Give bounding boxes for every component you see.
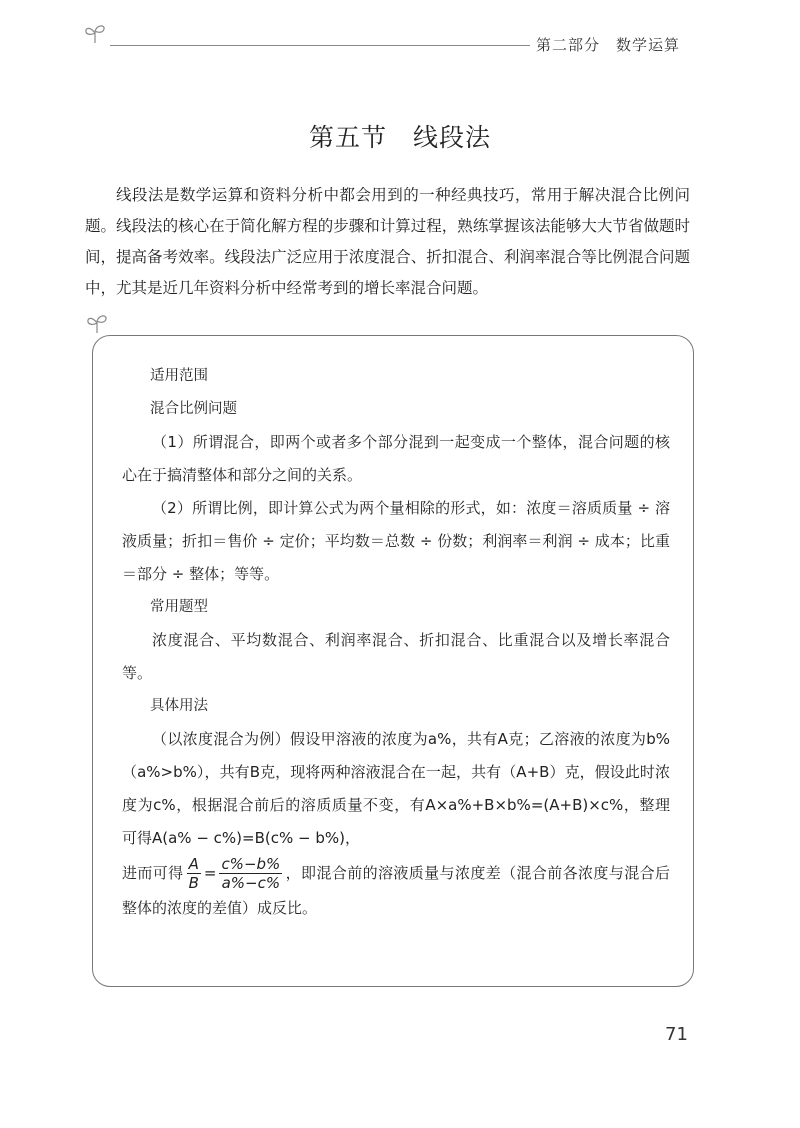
equals-sign: = bbox=[203, 864, 217, 882]
sprout-icon bbox=[84, 312, 110, 334]
fraction-numerator: A bbox=[187, 855, 201, 874]
box-heading-scope: 适用范围 bbox=[150, 368, 208, 384]
summary-box-content bbox=[122, 360, 670, 925]
box-paragraph-2: （2）所谓比例，即计算公式为两个量相除的形式，如：浓度＝溶质质量 ÷ 溶液质量；折扣＝售价 ÷ 定价；平均数＝总数 ÷ 份数；利润率＝利润 ÷ 成本；比重＝部分 ÷ 整体；等等。 bbox=[122, 499, 670, 583]
header-rule bbox=[110, 45, 530, 46]
fraction-denominator: a%−c% bbox=[221, 874, 281, 892]
box-paragraph-3: 浓度混合、平均数混合、利润率混合、折扣混合、比重混合以及增长率混合等。 bbox=[122, 631, 670, 682]
header-section-label: 第二部分 数学运算 bbox=[536, 36, 681, 54]
section-title: 第五节 线段法 bbox=[308, 123, 491, 152]
fraction-numerator: c%−b% bbox=[221, 855, 281, 873]
formula-suffix: ，即混合前的溶液质量与浓度差（混合前各浓度与混合后整体的浓度的差值）成反比。 bbox=[122, 864, 670, 917]
box-paragraph-4: （以浓度混合为例）假设甲溶液的浓度为a%，共有A克；乙溶液的浓度为b%（a%>b%），共有B克，现将两种溶液混合在一起，共有（A+B）克，假设此时浓度为c%，根据混合前后的溶质质量不变，有A×a%+B×b%=(A+B)×c%，整理可得A(a% − c%)=B(c% − b%)， bbox=[122, 730, 670, 847]
box-paragraph-1: （1）所谓混合，即两个或者多个部分混到一起变成一个整体，混合问题的核心在于搞清整体和部分之间的关系。 bbox=[122, 433, 670, 484]
intro-paragraph: 线段法是数学运算和资料分析中都会用到的一种经典技巧，常用于解决混合比例问题。线段法的核心在于简化解方程的步骤和计算过程，熟练掌握该法能够大大节省做题时间，提高备考效率。线段法广泛应用于浓度混合、折扣混合、利润率混合等比例混合问题中，尤其是近几年资料分析中经常考到的增长率混合问题。 bbox=[85, 186, 690, 297]
box-paragraph-5 bbox=[122, 855, 670, 925]
fraction-denominator: B bbox=[188, 874, 199, 892]
box-heading-types: 常用题型 bbox=[150, 599, 208, 615]
box-heading-usage: 具体用法 bbox=[150, 698, 208, 714]
box-heading-problem: 混合比例问题 bbox=[150, 401, 237, 417]
fraction-a-over-b bbox=[187, 855, 201, 892]
fraction-concentration-diff bbox=[219, 855, 282, 892]
page-number: 71 bbox=[665, 1024, 688, 1045]
page-header bbox=[0, 0, 800, 70]
formula-prefix: 进而可得 bbox=[122, 864, 184, 882]
sprout-icon bbox=[82, 22, 108, 44]
